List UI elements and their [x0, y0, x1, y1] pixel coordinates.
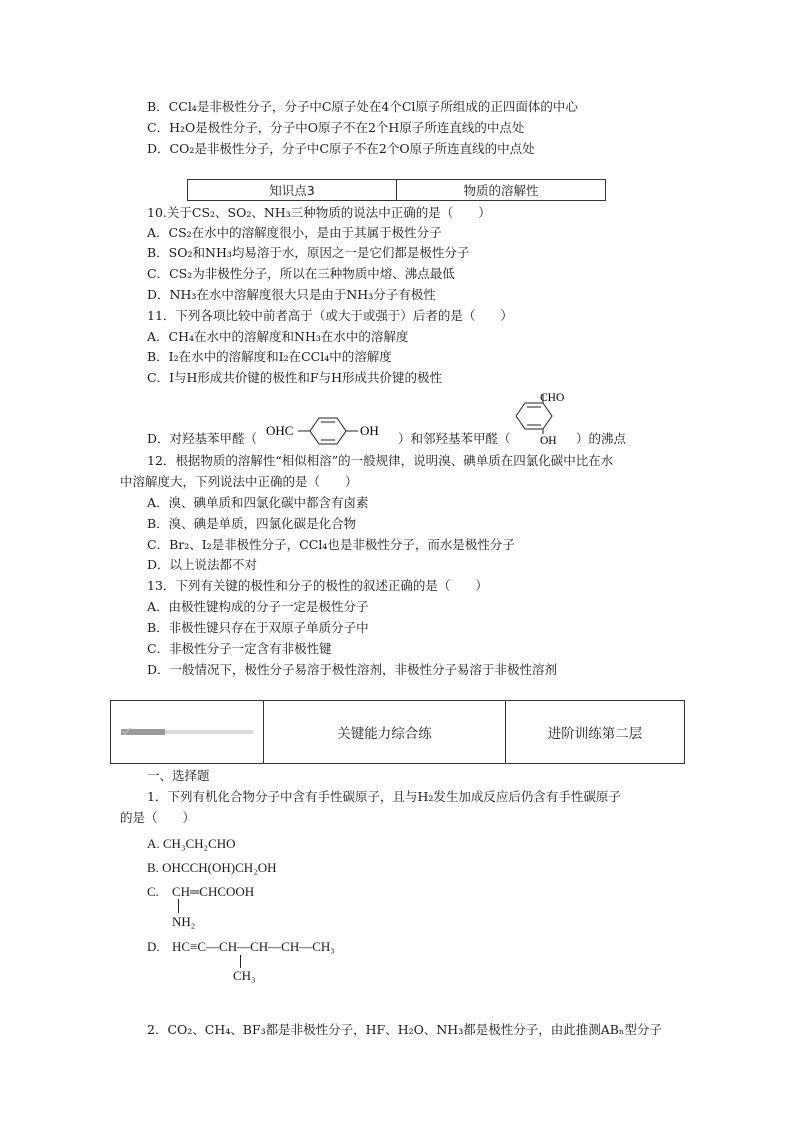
question-13: 13．下列有关键的极性和分子的极性的叙述正确的是（ ） [147, 578, 488, 593]
structure-top-group: CHO [540, 392, 565, 404]
knowledge-point-title: 物质的溶解性 [396, 180, 605, 200]
bond-line [178, 899, 179, 913]
option-line: D．NH₃在水中溶解度很大只是由于NH₃分子有极性 [147, 287, 436, 302]
option-d-formula: HC≡C—CH—CH—CH—CH₃ [172, 939, 335, 954]
option-line: D．以上说法都不对 [147, 557, 258, 572]
band-title: 关键能力综合练 [263, 701, 505, 763]
option-line: D．一般情况下，极性分子易溶于极性溶剂，非极性分子易溶于非极性溶剂 [147, 662, 558, 677]
structure-bottom-group: OH [540, 435, 557, 447]
option-b: B. OHCCH(OH)CH₂OH [147, 860, 277, 875]
option-line: A．溴、碘单质和四氯化碳中都含有卤素 [147, 495, 369, 510]
option-a: A. CH₃CH₂CHO [147, 836, 236, 851]
section-heading: 一、选择题 [147, 768, 210, 783]
option-d-suffix: ）的沸点 [576, 431, 627, 446]
option-line: A．CH₄在水中的溶解度和NH₃在水中的溶解度 [147, 329, 409, 344]
option-line: B．溴、碘是单质，四氯化碳是化合物 [147, 516, 357, 531]
structure-left-group: OHC [266, 423, 294, 438]
option-line: A．CS₂在水中的溶解度很小，是由于其属于极性分子 [147, 225, 442, 240]
structure-right-group: OH [360, 423, 379, 438]
question-12-line1: 12．根据物质的溶解性“相似相溶”的一般规律，说明溴、碘单质在四氯化碳中比在水 [147, 453, 614, 468]
question-11: 11．下列各项比较中前者高于（或大于或强于）后者的是（ ） [147, 308, 513, 323]
option-line: C．Br₂、I₂是非极性分子，CCl₄也是非极性分子，而水是极性分子 [147, 537, 515, 552]
band-level: 进阶训练第二层 [505, 701, 684, 763]
option-line: C．H₂O是极性分子，分子中O原子不在2个H原子所连直线的中点处 [147, 120, 525, 135]
option-d-prefix: D．对羟基苯甲醛（ [147, 431, 258, 446]
question-2: 2．CO₂、CH₄、BF₃都是非极性分子，HF、H₂O、NH₃都是极性分子，由此推测ABₙ型分子 [147, 1022, 662, 1037]
question-10: 10.关于CS₂、SO₂、NH₃三种物质的说法中正确的是（ ） [147, 205, 491, 220]
option-d-label: D. [147, 939, 160, 954]
knowledge-point-number: 知识点3 [269, 183, 315, 198]
progress-bar-graphic [117, 726, 257, 738]
option-c-label: C. [147, 884, 159, 899]
option-line: C．I与H形成共价键的极性和F与H形成共价键的极性 [147, 370, 442, 385]
option-line: B．CCl₄是非极性分子，分子中C原子处在4个Cl原子所组成的正四面体的中心 [147, 99, 578, 114]
question-1-line2: 的是（ ） [120, 810, 196, 825]
option-d-mid: ）和邻羟基苯甲醛（ [398, 431, 511, 446]
question-1-line1: 1．下列有机化合物分子中含有手性碳原子，且与H₂发生加成反应后仍含有手性碳原子 [147, 789, 621, 804]
option-line: C．非极性分子一定含有非极性键 [147, 641, 332, 656]
section-band [110, 700, 685, 764]
option-c-substituent: NH₂ [172, 914, 196, 929]
option-line: B．I₂在水中的溶解度和I₂在CCl₄中的溶解度 [147, 349, 392, 364]
option-line: C．CS₂为非极性分子，所以在三种物质中熔、沸点最低 [147, 266, 455, 281]
option-d-substituent: CH₃ [233, 968, 256, 983]
question-12-line2: 中溶解度大，下列说法中正确的是（ ） [120, 474, 358, 489]
para-hydroxybenzaldehyde-structure [264, 413, 394, 449]
option-line: B．SO₂和NH₃均易溶于水，原因之一是它们都是极性分子 [147, 245, 470, 260]
option-line: D．CO₂是非极性分子，分子中C原子不在2个O原子所连直线的中点处 [147, 141, 535, 156]
knowledge-point-box [187, 179, 606, 201]
band-decoration [111, 701, 263, 763]
option-line: B．非极性键只存在于双原子单质分子中 [147, 620, 369, 635]
option-c-formula: CH═CHCOOH [172, 884, 255, 899]
option-line: A．由极性键构成的分子一定是极性分子 [147, 599, 369, 614]
